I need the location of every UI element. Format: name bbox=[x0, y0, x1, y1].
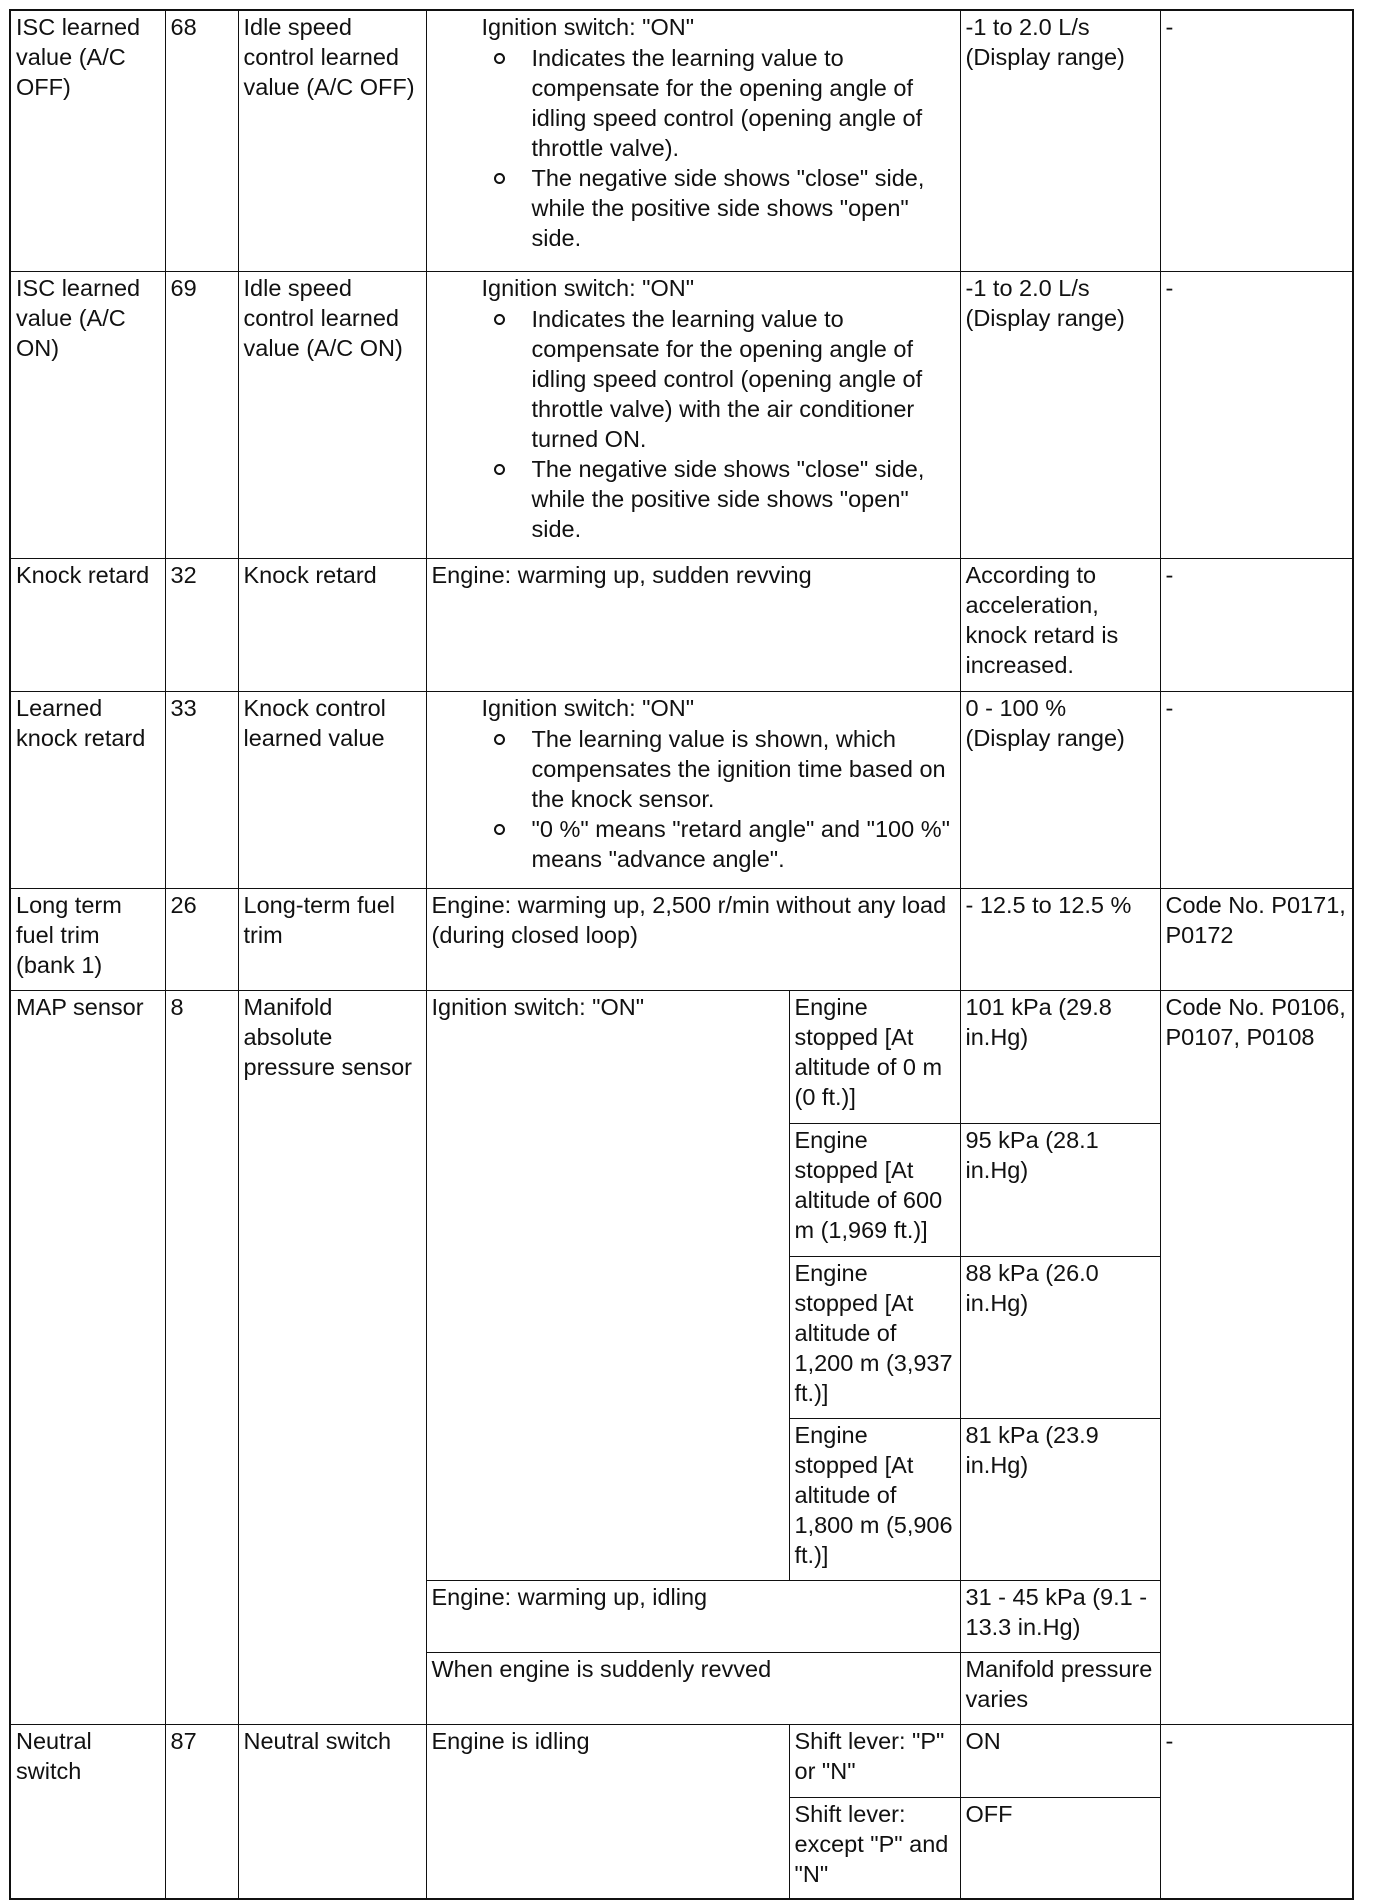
inspection-cell: - bbox=[1160, 1724, 1353, 1899]
bullet-item: Indicates the learning value to compensate for the opening angle of idling speed control (opening angle of throttle valve) with the air conditioner turned ON. bbox=[482, 304, 955, 454]
normal-value-cell: ON bbox=[960, 1724, 1160, 1797]
inspection-cell: Code No. P0106, P0107, P0108 bbox=[1160, 990, 1353, 1724]
normal-value-cell: According to acceleration, knock retard is increased. bbox=[960, 558, 1160, 691]
sub-condition-cell: Engine stopped [At altitude of 1,200 m (3,937 ft.)] bbox=[789, 1256, 960, 1418]
condition-cell bbox=[426, 10, 960, 271]
item-name-cell: ISC learned value (A/C ON) bbox=[10, 271, 165, 558]
condition-cell: Ignition switch: "ON" bbox=[426, 990, 789, 1580]
reference-table bbox=[9, 9, 1354, 1900]
item-name-cell: Long term fuel trim (bank 1) bbox=[10, 888, 165, 990]
normal-value-cell: -1 to 2.0 L/s (Display range) bbox=[960, 271, 1160, 558]
normal-value-cell: -1 to 2.0 L/s (Display range) bbox=[960, 10, 1160, 271]
table-row bbox=[10, 1724, 1353, 1797]
condition-heading: Ignition switch: "ON" bbox=[481, 694, 695, 721]
bullet-item: The negative side shows "close" side, while the positive side shows "open" side. bbox=[482, 163, 955, 253]
table-row bbox=[10, 888, 1353, 990]
description-cell: Long-term fuel trim bbox=[238, 888, 426, 990]
bullet-item: "0 %" means "retard angle" and "100 %" means "advance angle". bbox=[482, 814, 955, 874]
condition-cell: Engine: warming up, 2,500 r/min without any load (during closed loop) bbox=[426, 888, 960, 990]
condition-cell: Engine is idling bbox=[426, 1724, 789, 1899]
table-row bbox=[10, 558, 1353, 691]
data-code-cell: 87 bbox=[165, 1724, 238, 1899]
condition-cell: Engine: warming up, idling bbox=[426, 1580, 960, 1652]
inspection-cell: - bbox=[1160, 558, 1353, 691]
condition-heading: Ignition switch: "ON" bbox=[481, 14, 695, 40]
description-cell: Idle speed control learned value (A/C OFF) bbox=[238, 10, 426, 271]
bullet-item: The learning value is shown, which compensates the ignition time based on the knock sensor. bbox=[482, 724, 955, 814]
data-code-cell: 69 bbox=[165, 271, 238, 558]
description-cell: Manifold absolute pressure sensor bbox=[238, 990, 426, 1724]
item-name-cell: MAP sensor bbox=[10, 990, 165, 1724]
description-cell: Neutral switch bbox=[238, 1724, 426, 1899]
data-code-cell: 33 bbox=[165, 691, 238, 888]
description-cell: Knock retard bbox=[238, 558, 426, 691]
inspection-cell: - bbox=[1160, 271, 1353, 558]
item-name-cell: Neutral switch bbox=[10, 1724, 165, 1899]
description-cell: Knock control learned value bbox=[238, 691, 426, 888]
item-name-cell: Knock retard bbox=[10, 558, 165, 691]
condition-cell bbox=[426, 691, 960, 888]
normal-value-cell: OFF bbox=[960, 1797, 1160, 1899]
item-name-cell: ISC learned value (A/C OFF) bbox=[10, 10, 165, 271]
condition-bullet-list bbox=[432, 304, 955, 544]
sub-condition-cell: Shift lever: except "P" and "N" bbox=[789, 1797, 960, 1899]
table-row bbox=[10, 10, 1353, 271]
normal-value-cell: - 12.5 to 12.5 % bbox=[960, 888, 1160, 990]
table-row bbox=[10, 990, 1353, 1123]
normal-value-cell: Manifold pressure varies bbox=[960, 1652, 1160, 1724]
condition-cell: When engine is suddenly revved bbox=[426, 1652, 960, 1724]
sub-condition-cell: Engine stopped [At altitude of 600 m (1,969 ft.)] bbox=[789, 1123, 960, 1256]
table-row bbox=[10, 691, 1353, 888]
condition-bullet-list bbox=[432, 724, 955, 874]
normal-value-cell: 31 - 45 kPa (9.1 - 13.3 in.Hg) bbox=[960, 1580, 1160, 1652]
condition-heading: Ignition switch: "ON" bbox=[481, 274, 695, 301]
condition-bullet-list bbox=[432, 43, 955, 253]
description-cell: Idle speed control learned value (A/C ON) bbox=[238, 271, 426, 558]
data-code-cell: 8 bbox=[165, 990, 238, 1724]
condition-cell bbox=[426, 271, 960, 558]
normal-value-cell: 0 - 100 % (Display range) bbox=[960, 691, 1160, 888]
normal-value-cell: 81 kPa (23.9 in.Hg) bbox=[960, 1418, 1160, 1580]
normal-value-cell: 95 kPa (28.1 in.Hg) bbox=[960, 1123, 1160, 1256]
data-code-cell: 26 bbox=[165, 888, 238, 990]
normal-value-cell: 101 kPa (29.8 in.Hg) bbox=[960, 990, 1160, 1123]
table-row bbox=[10, 271, 1353, 558]
sub-condition-cell: Engine stopped [At altitude of 1,800 m (5,906 ft.)] bbox=[789, 1418, 960, 1580]
item-name-cell: Learned knock retard bbox=[10, 691, 165, 888]
sub-condition-cell: Engine stopped [At altitude of 0 m (0 ft.)] bbox=[789, 990, 960, 1123]
inspection-cell: - bbox=[1160, 691, 1353, 888]
inspection-cell: - bbox=[1160, 10, 1353, 271]
normal-value-cell: 88 kPa (26.0 in.Hg) bbox=[960, 1256, 1160, 1418]
data-code-cell: 68 bbox=[165, 10, 238, 271]
inspection-cell: Code No. P0171, P0172 bbox=[1160, 888, 1353, 990]
bullet-item: The negative side shows "close" side, while the positive side shows "open" side. bbox=[482, 454, 955, 544]
data-code-cell: 32 bbox=[165, 558, 238, 691]
bullet-item: Indicates the learning value to compensate for the opening angle of idling speed control (opening angle of throttle valve). bbox=[482, 43, 955, 163]
condition-cell: Engine: warming up, sudden revving bbox=[426, 558, 960, 691]
sub-condition-cell: Shift lever: "P" or "N" bbox=[789, 1724, 960, 1797]
